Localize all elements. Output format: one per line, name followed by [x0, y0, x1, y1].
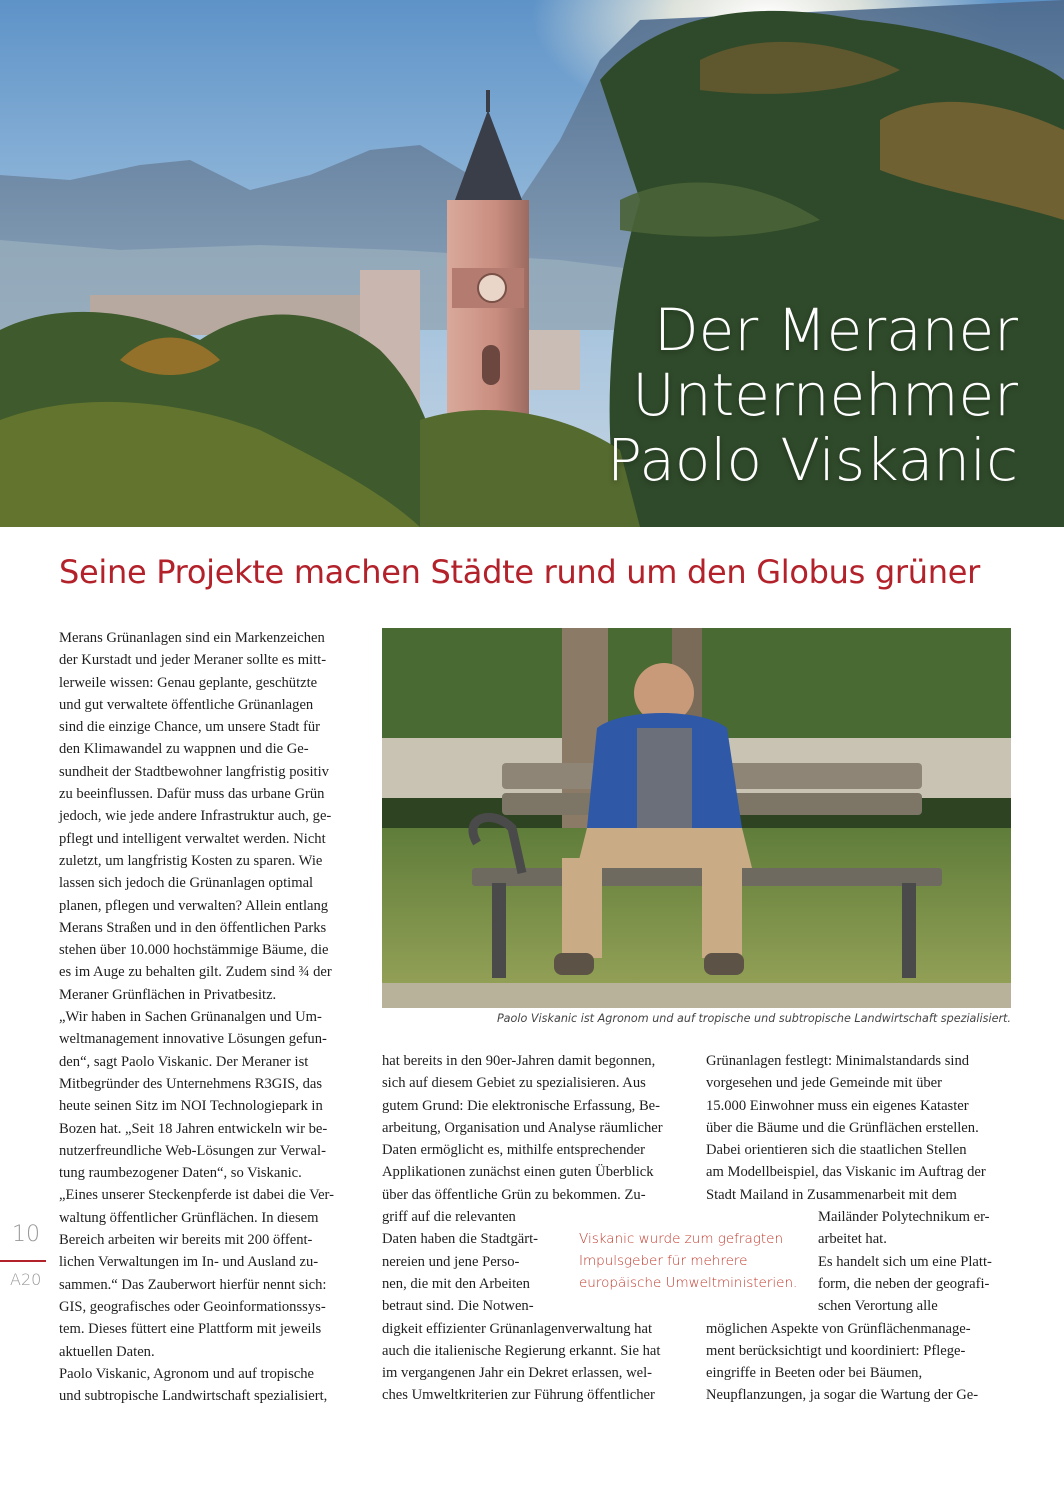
- article-text-line: Bozen hat. „Seit 18 Jahren entwickeln wir be-: [59, 1120, 328, 1137]
- article-text-line: weltmanagement innovative Lösungen gefun-: [59, 1031, 327, 1048]
- article-text-line: lassen sich jedoch die Grünanlagen optimal: [59, 875, 314, 892]
- article-text-line: Dabei orientieren sich die staatlichen Stellen: [706, 1142, 967, 1159]
- hero-title-line-3: Paolo Viskanic: [606, 426, 1018, 494]
- article-text-line: Meraner Grünflächen in Privatbesitz.: [59, 986, 277, 1003]
- article-text-line: pflegt und intelligent verwaltet werden. Nicht: [59, 830, 326, 847]
- article-text-line: Merans Straßen und in den öffentlichen Parks: [59, 919, 327, 936]
- article-text-line: Daten haben die Stadtgärt-: [382, 1231, 539, 1248]
- article-text-line: Grünanlagen festlegt: Minimalstandards sind: [706, 1053, 970, 1069]
- article-text-line: nereien und jene Perso-: [382, 1253, 520, 1270]
- pull-quote-line: Viskanic wurde zum gefragten: [579, 1231, 783, 1247]
- article-text-line: möglichen Aspekte von Grünflächenmanage-: [706, 1320, 971, 1337]
- article-text-line: betraut sind. Die Notwen-: [382, 1298, 534, 1315]
- article-text-line: ment berücksichtigt und koordiniert: Pflege-: [706, 1342, 966, 1359]
- article-text-line: ches Umweltkriterien zur Führung öffentlicher: [382, 1387, 655, 1404]
- article-text-line: digkeit effizienter Grünanlagenverwaltung hat: [382, 1320, 653, 1337]
- article-text-line: jedoch, wie jede andere Infrastruktur auch, ge-: [59, 808, 332, 825]
- article-text-line: hat bereits in den 90er-Jahren damit begonnen,: [382, 1053, 656, 1069]
- pull-quote-line: europäische Umweltministerien.: [579, 1275, 798, 1291]
- hero-title: [318, 298, 1018, 493]
- article-text-line: zu beeinflussen. Dafür muss das urbane Grün: [59, 786, 325, 803]
- article-text-line: Applikationen zunächst einen guten Überblick: [382, 1164, 654, 1181]
- article-text-line: planen, pflegen und verwalten? Allein entlang: [59, 897, 329, 914]
- article-subtitle: Seine Projekte machen Städte rund um den Globus grüner: [59, 553, 980, 591]
- pull-quote: [579, 1228, 809, 1294]
- article-column-1: [59, 627, 359, 1407]
- article-text-line: heute seinen Sitz im NOI Technologiepark in: [59, 1098, 323, 1115]
- article-text-line: es im Auge zu behalten gilt. Zudem sind ¾ der: [59, 964, 332, 981]
- article-text-line: der Kurstadt und jeder Meraner sollte es mitt-: [59, 652, 327, 669]
- article-text-line: Stadt Mailand in Zusammenarbeit mit dem: [706, 1186, 957, 1203]
- article-text-line: griff auf die relevanten: [382, 1209, 516, 1226]
- article-text-line: und subtropische Landwirtschaft spezialisiert,: [59, 1388, 328, 1405]
- park-bench-illustration: [382, 628, 1011, 1008]
- article-text-line: gutem Grund: Die elektronische Erfassung, Be-: [382, 1097, 661, 1114]
- article-text-line: am Modellbeispiel, das Viskanic im Auftrag der: [706, 1164, 986, 1181]
- article-text-line: „Eines unserer Steckenpferde ist dabei die Ver-: [59, 1187, 334, 1204]
- article-text-line: arbeitet hat.: [818, 1231, 887, 1248]
- article-text-line: den“, sagt Paolo Viskanic. Der Meraner ist: [59, 1053, 309, 1070]
- article-text-line: sundheit der Stadtbewohner langfristig positiv: [59, 763, 329, 780]
- article-text-line: Neupflanzungen, ja sogar die Wartung der Ge-: [706, 1387, 979, 1404]
- hero-title-line-2: Unternehmer: [632, 361, 1018, 429]
- article-text-line: Mitbegründer des Unternehmens R3GIS, das: [59, 1075, 323, 1092]
- article-text-line: nen, die mit den Arbeiten: [382, 1275, 530, 1292]
- article-text-line: nutzerfreundliche Web-Lösungen zur Verwal-: [59, 1142, 326, 1159]
- photo-caption: Paolo Viskanic ist Agronom und auf tropische und subtropische Landwirtschaft spezialisiert.: [496, 1012, 1011, 1025]
- article-text-line: 15.000 Einwohner muss ein eigenes Kataster: [706, 1097, 969, 1114]
- page-number: 10: [12, 1222, 40, 1247]
- article-text-line: über das öffentliche Grün zu bekommen. Zu-: [382, 1186, 646, 1203]
- article-text-line: GIS, geografisches oder Geoinformationssys-: [59, 1298, 326, 1315]
- article-text-line: aktuellen Daten.: [59, 1343, 155, 1360]
- hero-image: [0, 0, 1064, 527]
- article-text-line: schen Verortung alle: [818, 1298, 938, 1315]
- article-text-line: auch die italienische Regierung erkannt. Sie hat: [382, 1342, 661, 1359]
- article-text-line: form, die neben der geografi-: [818, 1275, 990, 1292]
- article-text-line: vorgesehen und jede Gemeinde mit über: [706, 1075, 942, 1092]
- article-text-line: Merans Grünanlagen sind ein Markenzeichen: [59, 630, 325, 646]
- page-code: A20: [10, 1270, 42, 1289]
- article-text-line: stehen über 10.000 hochstämmige Bäume, die: [59, 942, 329, 959]
- page-number-rule: [0, 1260, 46, 1262]
- article-text-line: „Wir haben in Sachen Grünanalgen und Um-: [59, 1009, 322, 1026]
- article-text-line: arbeitung, Organisation und Analyse räumlicher: [382, 1119, 663, 1136]
- article-text-line: lichen Verwaltungen im In- und Ausland zu-: [59, 1254, 319, 1271]
- article-text-line: eingriffe in Beeten oder bei Bäumen,: [706, 1365, 923, 1382]
- article-text-line: über die Bäume und die Grünflächen erstellen.: [706, 1119, 979, 1136]
- article-text-line: Daten ermöglicht es, mithilfe entsprechender: [382, 1142, 645, 1159]
- article-text-line: den Klimawandel zu wappnen und die Ge-: [59, 741, 309, 758]
- article-text-line: Bereich arbeiten wir bereits mit 200 öffent-: [59, 1232, 313, 1249]
- article-text-line: sind die einzige Chance, um unsere Stadt für: [59, 719, 320, 736]
- article-text-line: sich auf diesem Gebiet zu spezialisieren. Aus: [382, 1075, 646, 1092]
- article-text-line: waltung öffentlicher Grünflächen. In diesem: [59, 1209, 319, 1226]
- article-text-line: im vergangenen Jahr ein Dekret erlassen, wel-: [382, 1365, 653, 1382]
- article-text-line: tung raumbezogener Daten“, so Viskanic.: [59, 1165, 302, 1182]
- pull-quote-line: Impulsgeber für mehrere: [579, 1253, 748, 1269]
- article-text-line: Es handelt sich um eine Platt-: [818, 1253, 992, 1270]
- article-text-line: Mailänder Polytechnikum er-: [818, 1209, 990, 1226]
- article-text-line: tem. Dieses füttert eine Plattform mit jeweils: [59, 1321, 322, 1338]
- portrait-photo: [382, 628, 1011, 1008]
- article-text-line: zuletzt, um langfristig Kosten zu sparen. Wie: [59, 852, 323, 869]
- article-text-line: sammen.“ Das Zauberwort hierfür nennt sich:: [59, 1276, 327, 1293]
- article-text-line: und gut verwaltete öffentliche Grünanlagen: [59, 696, 314, 713]
- article-text-line: Paolo Viskanic, Agronom und auf tropische: [59, 1365, 315, 1382]
- article-text-line: lerweile wissen: Genau geplante, geschützte: [59, 674, 318, 691]
- hero-title-line-1: Der Meraner: [653, 296, 1018, 364]
